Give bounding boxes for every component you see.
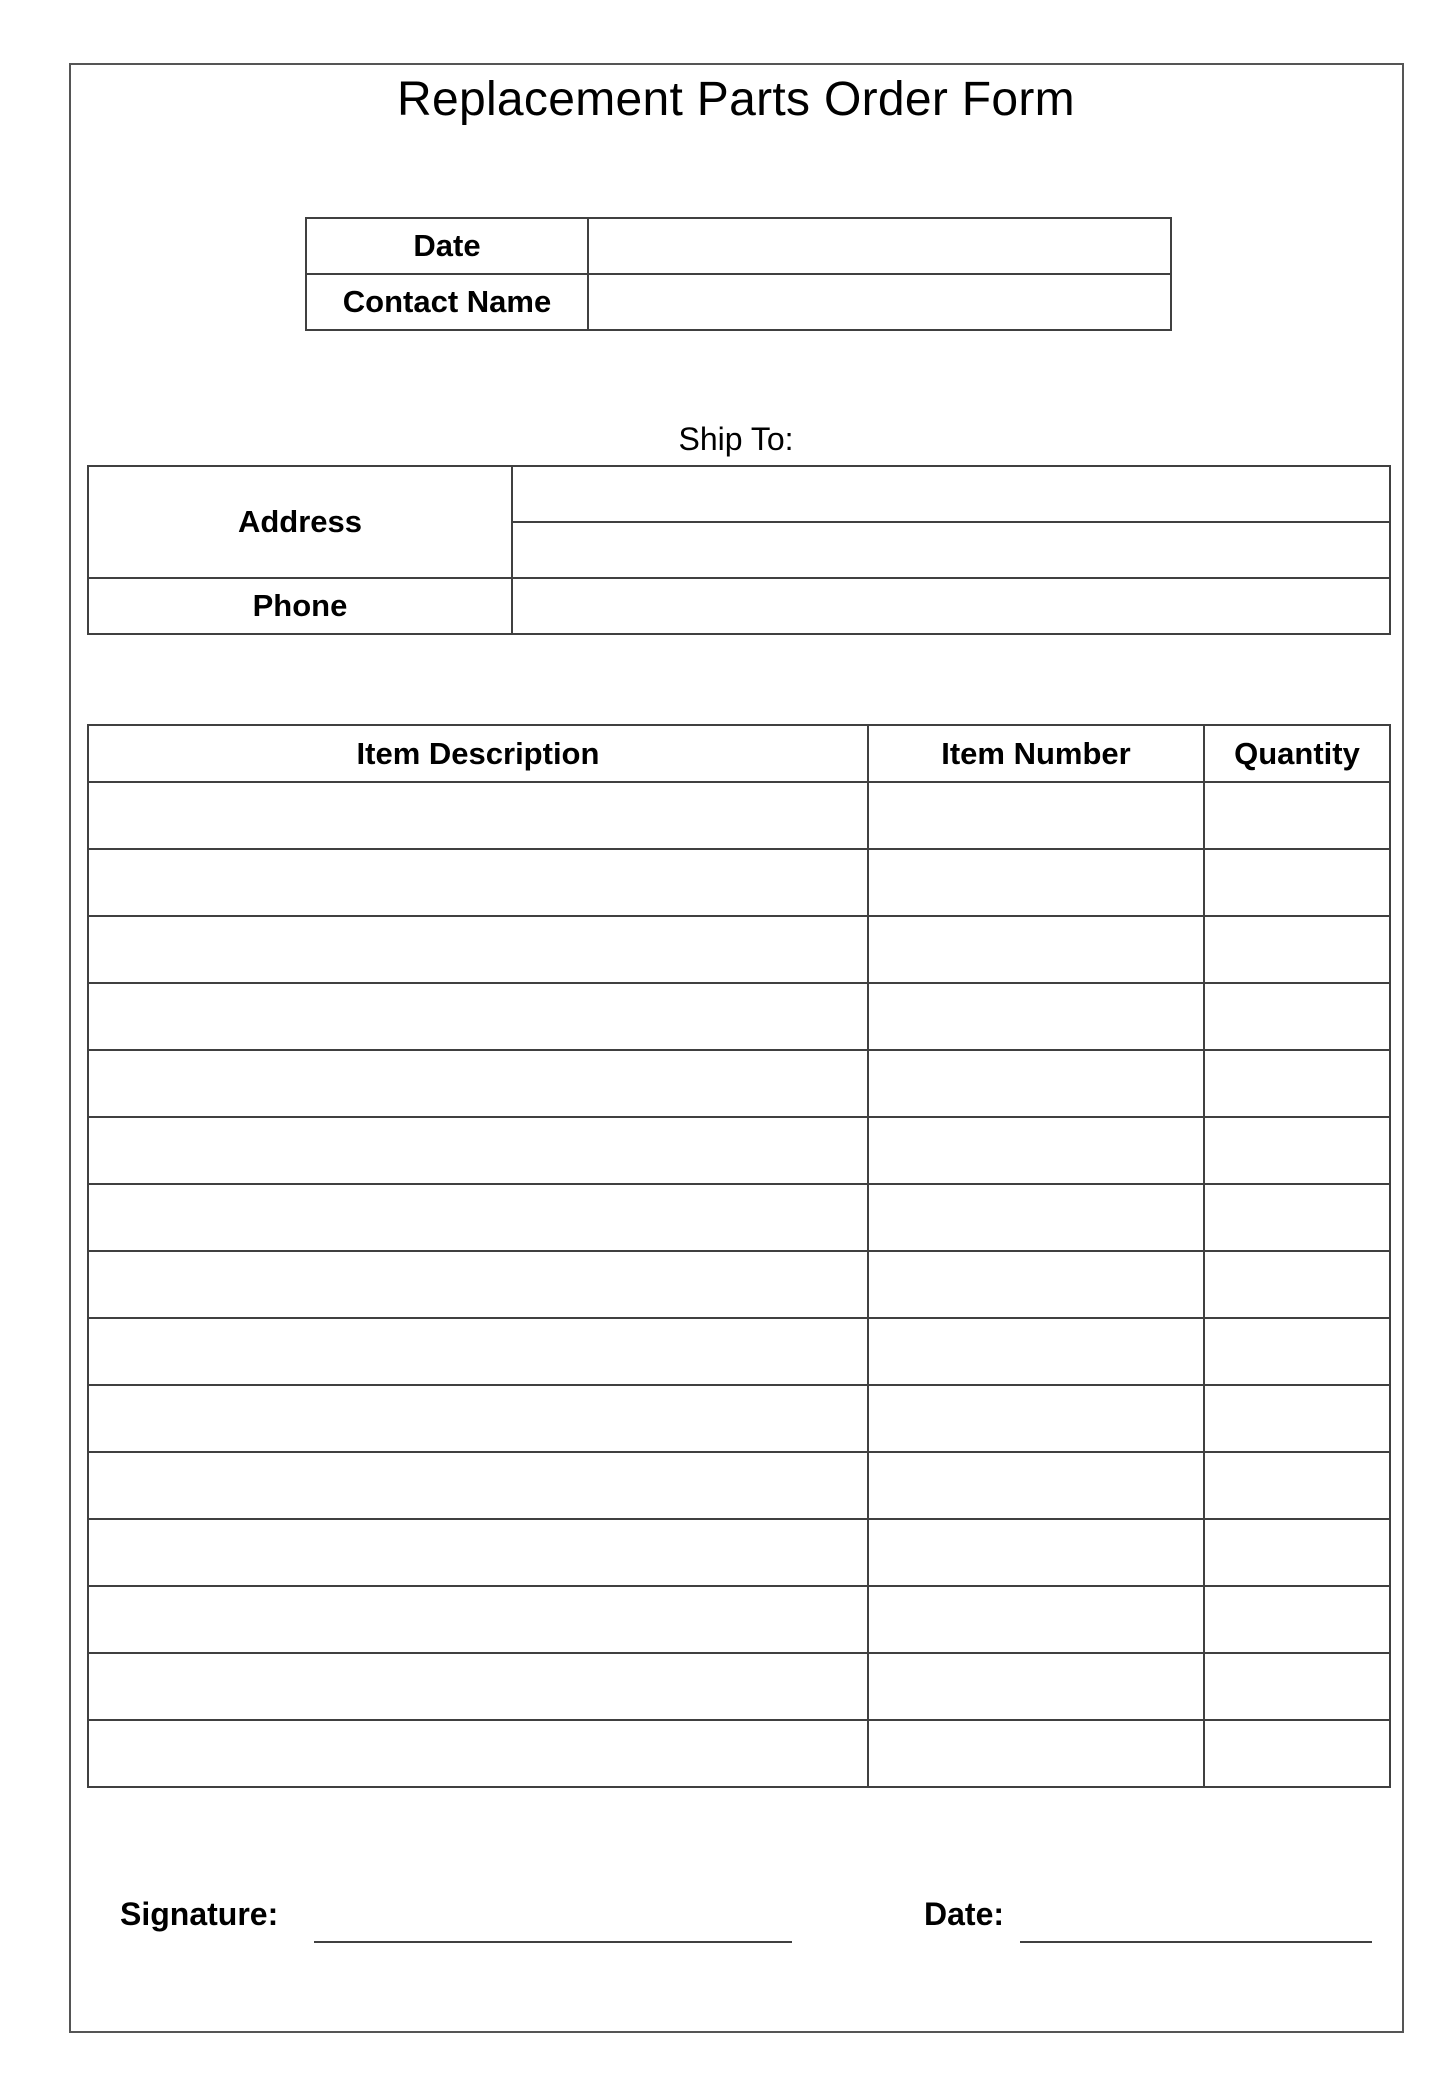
item-description-cell[interactable] bbox=[88, 1720, 868, 1787]
phone-label: Phone bbox=[88, 578, 512, 634]
item-number-cell[interactable] bbox=[868, 1385, 1204, 1452]
items-body bbox=[88, 782, 1390, 1787]
table-row bbox=[88, 1720, 1390, 1787]
item-number-cell[interactable] bbox=[868, 782, 1204, 849]
signature-label: Signature: bbox=[120, 1896, 279, 1932]
item-description-cell[interactable] bbox=[88, 1251, 868, 1318]
items-table bbox=[87, 724, 1391, 1788]
table-row bbox=[88, 849, 1390, 916]
contact-name-row bbox=[306, 274, 1171, 330]
item-number-cell[interactable] bbox=[868, 1117, 1204, 1184]
item-description-cell[interactable] bbox=[88, 1184, 868, 1251]
ship-to-heading: Ship To: bbox=[678, 421, 794, 457]
phone-row bbox=[88, 578, 1390, 634]
table-row bbox=[88, 1050, 1390, 1117]
table-row bbox=[88, 1586, 1390, 1653]
address-row-1 bbox=[88, 466, 1390, 522]
item-number-cell[interactable] bbox=[868, 1586, 1204, 1653]
item-number-cell[interactable] bbox=[868, 1050, 1204, 1117]
item-description-cell[interactable] bbox=[88, 916, 868, 983]
item-description-cell[interactable] bbox=[88, 1586, 868, 1653]
items-header-row bbox=[88, 725, 1390, 782]
item-number-cell[interactable] bbox=[868, 1184, 1204, 1251]
table-row bbox=[88, 1519, 1390, 1586]
ship-to-table bbox=[87, 465, 1391, 635]
item-number-cell[interactable] bbox=[868, 849, 1204, 916]
quantity-cell[interactable] bbox=[1204, 849, 1390, 916]
table-row bbox=[88, 1184, 1390, 1251]
table-row bbox=[88, 1251, 1390, 1318]
table-row bbox=[88, 1385, 1390, 1452]
quantity-cell[interactable] bbox=[1204, 1653, 1390, 1720]
phone-field[interactable] bbox=[512, 578, 1390, 634]
quantity-cell[interactable] bbox=[1204, 1586, 1390, 1653]
table-row bbox=[88, 1117, 1390, 1184]
item-number-cell[interactable] bbox=[868, 1653, 1204, 1720]
table-row bbox=[88, 983, 1390, 1050]
quantity-cell[interactable] bbox=[1204, 1117, 1390, 1184]
item-number-header: Item Number bbox=[868, 725, 1204, 782]
footer-date-line[interactable] bbox=[1020, 1941, 1372, 1943]
table-row bbox=[88, 1318, 1390, 1385]
quantity-cell[interactable] bbox=[1204, 1519, 1390, 1586]
item-description-cell[interactable] bbox=[88, 1385, 868, 1452]
quantity-cell[interactable] bbox=[1204, 782, 1390, 849]
item-description-cell[interactable] bbox=[88, 1653, 868, 1720]
quantity-cell[interactable] bbox=[1204, 1385, 1390, 1452]
quantity-cell[interactable] bbox=[1204, 1251, 1390, 1318]
item-number-cell[interactable] bbox=[868, 1251, 1204, 1318]
date-label: Date bbox=[306, 218, 588, 274]
quantity-cell[interactable] bbox=[1204, 1184, 1390, 1251]
item-description-cell[interactable] bbox=[88, 1452, 868, 1519]
quantity-cell[interactable] bbox=[1204, 1720, 1390, 1787]
table-row bbox=[88, 1452, 1390, 1519]
footer-date-label: Date: bbox=[924, 1896, 1005, 1932]
item-description-cell[interactable] bbox=[88, 1519, 868, 1586]
contact-info-table bbox=[305, 217, 1172, 331]
item-description-cell[interactable] bbox=[88, 1117, 868, 1184]
quantity-cell[interactable] bbox=[1204, 1318, 1390, 1385]
quantity-cell[interactable] bbox=[1204, 916, 1390, 983]
quantity-cell[interactable] bbox=[1204, 983, 1390, 1050]
item-number-cell[interactable] bbox=[868, 1720, 1204, 1787]
item-description-cell[interactable] bbox=[88, 983, 868, 1050]
contact-name-label: Contact Name bbox=[306, 274, 588, 330]
table-row bbox=[88, 782, 1390, 849]
address-label: Address bbox=[88, 466, 512, 578]
quantity-cell[interactable] bbox=[1204, 1452, 1390, 1519]
date-row bbox=[306, 218, 1171, 274]
item-number-cell[interactable] bbox=[868, 1452, 1204, 1519]
item-number-cell[interactable] bbox=[868, 983, 1204, 1050]
item-number-cell[interactable] bbox=[868, 1519, 1204, 1586]
address-line-1-field[interactable] bbox=[512, 466, 1390, 522]
quantity-cell[interactable] bbox=[1204, 1050, 1390, 1117]
table-row bbox=[88, 1653, 1390, 1720]
item-number-cell[interactable] bbox=[868, 916, 1204, 983]
signature-line[interactable] bbox=[314, 1941, 792, 1943]
item-description-cell[interactable] bbox=[88, 1318, 868, 1385]
page-title: Replacement Parts Order Form bbox=[397, 73, 1075, 126]
item-description-header: Item Description bbox=[88, 725, 868, 782]
item-description-cell[interactable] bbox=[88, 849, 868, 916]
item-description-cell[interactable] bbox=[88, 1050, 868, 1117]
item-description-cell[interactable] bbox=[88, 782, 868, 849]
item-number-cell[interactable] bbox=[868, 1318, 1204, 1385]
date-field[interactable] bbox=[588, 218, 1171, 274]
quantity-header: Quantity bbox=[1204, 725, 1390, 782]
address-line-2-field[interactable] bbox=[512, 522, 1390, 578]
table-row bbox=[88, 916, 1390, 983]
contact-name-field[interactable] bbox=[588, 274, 1171, 330]
